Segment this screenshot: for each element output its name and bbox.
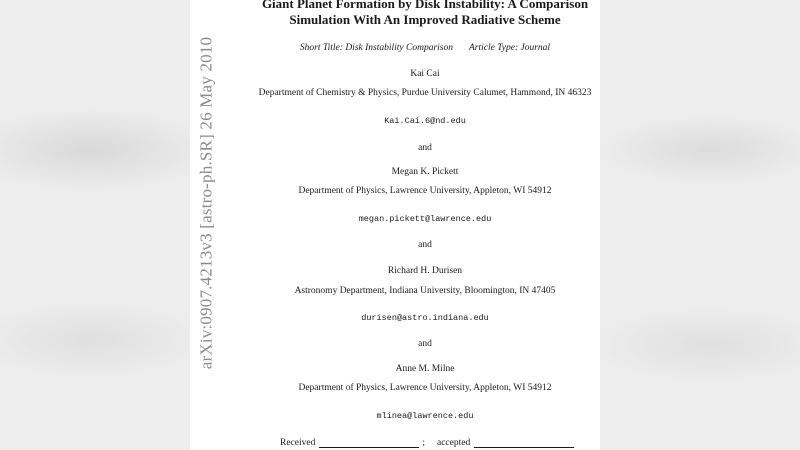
author-email: mlinea@lawrence.edu xyxy=(376,411,474,421)
author-separator: and xyxy=(418,339,432,349)
author-name: Megan K. Pickett xyxy=(391,167,459,177)
received-label: Received xyxy=(280,438,316,448)
accepted-date-blank xyxy=(474,439,574,448)
author-separator: and xyxy=(418,240,432,250)
accepted-label: accepted xyxy=(436,438,471,448)
author-affiliation: Astronomy Department, Indiana University, Bloomington, IN 47405 xyxy=(294,286,556,296)
author-affiliation: Department of Physics, Lawrence University, Appleton, WI 54912 xyxy=(298,186,552,196)
arxiv-id: arXiv:0907.4213v3 [astro-ph.SR] 26 May 2010 xyxy=(196,36,216,370)
author-email: megan.pickett@lawrence.edu xyxy=(358,214,492,224)
author-affiliation: Department of Physics, Lawrence University, Appleton, WI 54912 xyxy=(298,383,552,393)
author-separator: and xyxy=(418,143,432,153)
author-name: Kai Cai xyxy=(410,69,440,79)
received-accepted-line xyxy=(280,438,577,448)
received-punct: ; xyxy=(422,438,425,448)
paper-title-line-1: Giant Planet Formation by Disk Instability: A Comparison xyxy=(261,0,589,11)
article-type: Article Type: Journal xyxy=(468,43,551,53)
author-email: durisen@astro.indiana.edu xyxy=(361,313,489,323)
short-title: Short Title: Disk Instability Comparison xyxy=(299,43,453,53)
paper-title-line-2: Simulation With An Improved Radiative Scheme xyxy=(289,12,561,27)
author-email: Kai.Cai.6@nd.edu xyxy=(384,116,466,126)
received-date-blank xyxy=(319,439,419,448)
title-meta xyxy=(190,43,660,53)
author-affiliation: Department of Chemistry & Physics, Purdue University Calumet, Hammond, IN 46323 xyxy=(258,88,592,98)
author-name: Anne M. Milne xyxy=(395,364,455,374)
author-name: Richard H. Durisen xyxy=(387,266,463,276)
